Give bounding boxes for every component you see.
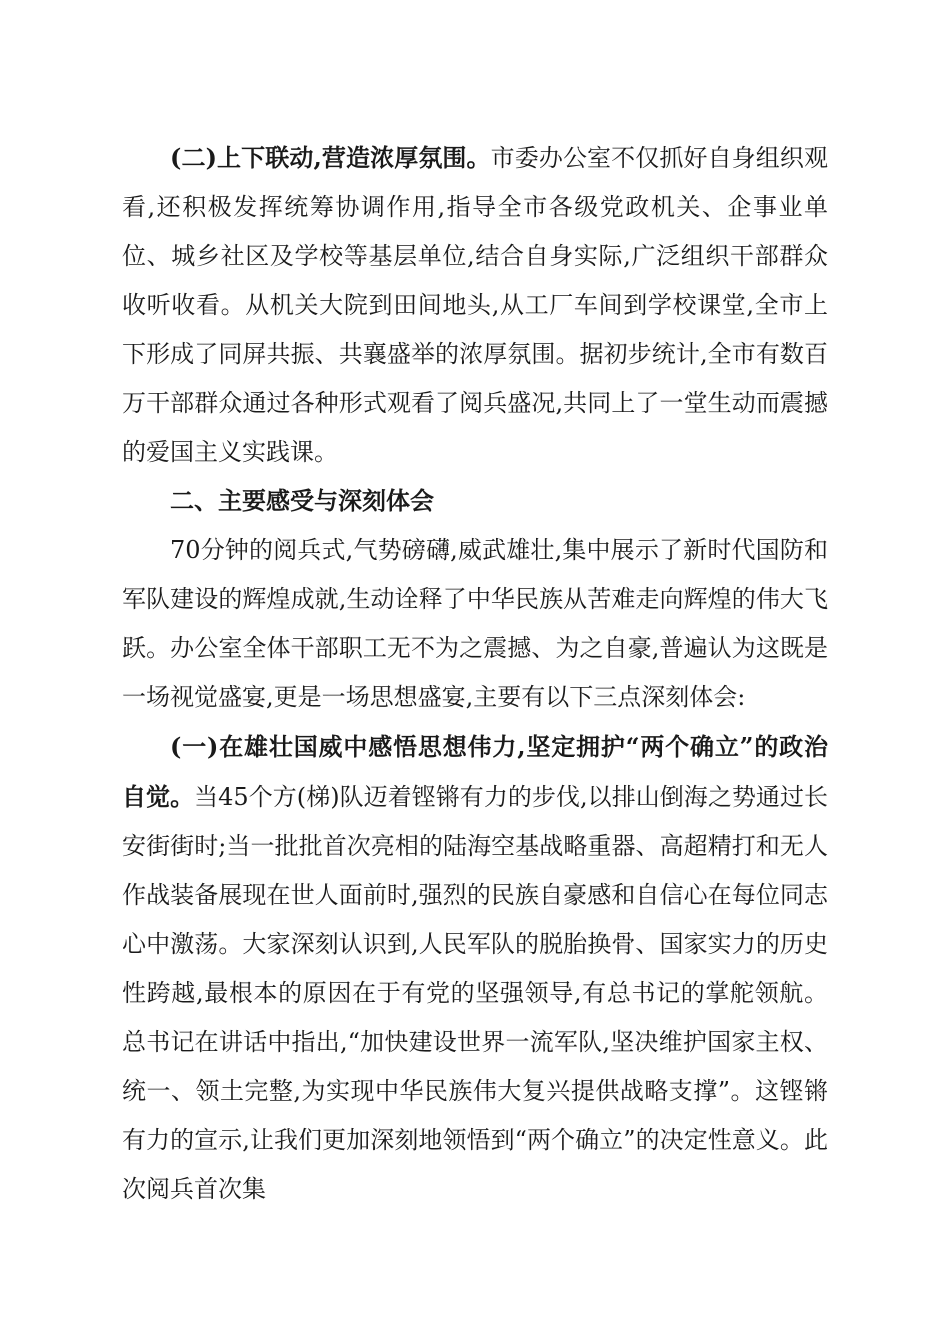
paragraph-lead: (二)上下联动,营造浓厚氛围。: [170, 143, 491, 172]
paragraph-coordination: [122, 133, 828, 477]
paragraph-text: 当45个方(梯)队迈着铿锵有力的步伐,以排山倒海之势通过长安街街时;当一批批首次亮相的陆海空基战略重器、高超精打和无人作战装备展现在世人面前时,强烈的民族自豪感和自信心在每位同志心中激荡。大家深刻认识到,人民军队的脱胎换骨、国家实力的历史性跨越,最根本的原因在于有党的坚强领导,有总书记的掌舵领航。总书记在讲话中指出,“加快建设世界一流军队,坚决维护国家主权、统一、领土完整,为实现中华民族伟大复兴提供战略支撑”。这铿锵有力的宣示,让我们更加深刻地领悟到“两个确立”的决定性意义。此次阅兵首次集: [122, 783, 828, 1203]
paragraph-intro: 70分钟的阅兵式,气势磅礴,威武雄壮,集中展示了新时代国防和军队建设的辉煌成就,生动诠释了中华民族从苦难走向辉煌的伟大飞跃。办公室全体干部职工无不为之震撼、为之自豪,普遍认为这既是一场视觉盛宴,更是一场思想盛宴,主要有以下三点深刻体会:: [122, 536, 828, 711]
paragraph-point-one: [122, 722, 828, 1214]
paragraph-lead: (一)在雄壮国威中感悟思想伟力,坚定拥护“两个确立”的政治自觉。: [122, 732, 828, 811]
document-body: [122, 133, 828, 1214]
paragraph-text: 市委办公室不仅抓好自身组织观看,还积极发挥统筹协调作用,指导全市各级党政机关、企事业单位、城乡社区及学校等基层单位,结合自身实际,广泛组织干部群众收听收看。从机关大院到田间地头,从工厂车间到学校课堂,全市上下形成了同屏共振、共襄盛举的浓厚氛围。据初步统计,全市有数百万干部群众通过各种形式观看了阅兵盛况,共同上了一堂生动而震撼的爱国主义实践课。: [122, 144, 828, 466]
section-heading: 二、主要感受与深刻体会: [170, 487, 434, 515]
